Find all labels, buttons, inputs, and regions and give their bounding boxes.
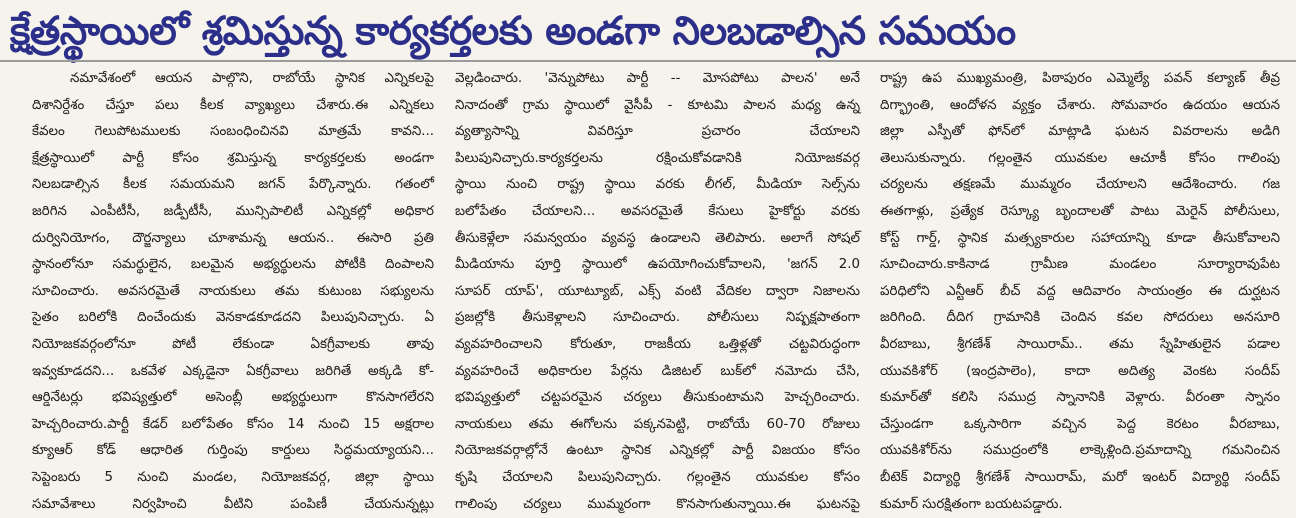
article-line: సూపర్ యాప్', యూట్యూబ్, ఎక్స్ వంటి వేదికల ద్వారా నిజాలను	[455, 279, 860, 306]
article-line: జరిగింది. దీదిగ గ్రామానికి చెందిన కవల సోదరులు అనసూరి	[880, 305, 1280, 332]
article-line: వ్యత్యాసాన్ని వివరిస్తూ ప్రచారం చేయాలని	[455, 119, 860, 146]
article-line: హెచ్చరించారు.పార్టీ కేడర్ బలోపేతం కోసం 14 నుంచి 15 అక్షరాల	[32, 412, 434, 439]
article-line: తీసుకెళ్లేలా సమన్వయం వ్యవస్థ ఉండాలని తెలిపారు. అలాగే సోషల్	[455, 226, 860, 253]
article-line: కుమార్ సురక్షితంగా బయటపడ్డారు.	[880, 492, 1280, 518]
article-line: కోస్ట్ గార్డ్, స్థానిక మత్స్యకారుల సహాయాన్ని కూడా తీసుకోవాలని	[880, 226, 1280, 253]
article-line: వ్యవహరించే అధికారుల పేర్లను డిజిటల్ బుక్‌లో నమోదు చేసి,	[455, 359, 860, 386]
article-line: స్థాయి నుంచి రాష్ట్ర స్థాయి వరకు లీగల్, మీడియా సెల్స్‌ను	[455, 172, 860, 199]
headline: క్షేత్రస్థాయిలో శ్రమిస్తున్న కార్యకర్తలకు అండగా నిలబడాల్సిన సమయం	[10, 6, 1288, 58]
article-line: పిలుపునిచ్చారు.కార్యకర్తలను రక్షించుకోవడానికి నియోజకవర్గ	[455, 146, 860, 173]
article-column-2	[455, 66, 860, 494]
article-column-3	[880, 66, 1280, 494]
article-line: సూచించారు.కాకినాడ గ్రామీణ మండలం సూర్యారావుపేట	[880, 252, 1280, 279]
article-line: వ్యవహరించాలని కోరుతూ, రాజకీయ ఒత్తిళ్లతో చట్టవిరుద్ధంగా	[455, 332, 860, 359]
article-line: దుర్వినియోగం, దౌర్జన్యాలు చూశామన్న ఆయన.. ఈసారి ప్రతి	[32, 226, 434, 253]
article-line: దిగ్భ్రాంతి, ఆందోళన వ్యక్తం చేశారు. సోమవారం ఉదయం ఆయన	[880, 93, 1280, 120]
article-line: జరిగిన ఎంపీటీసీ, జడ్పీటీసీ, మున్సిపాలిటీ ఎన్నికల్లో అధికార	[32, 199, 434, 226]
article-column-1	[32, 66, 434, 494]
article-line: నియోజకవర్గంలోనూ పోటీ లేకుండా ఏకగ్రీవాలకు తావు	[32, 332, 434, 359]
article-line: రాష్ట్ర ఉప ముఖ్యమంత్రి, పిఠాపురం ఎమ్మెల్యే పవన్ కల్యాణ్ తీవ్ర	[880, 66, 1280, 93]
article-line: సమావేశాలు నిర్వహించి వీటిని పంపిణీ చేయనున్నట్లు	[32, 492, 434, 518]
article-line: బీటెక్ విద్యార్థి శ్రీగణేశ్ సాయిరామ్, మరో ఇంటర్ విద్యార్థి సందీప్	[880, 465, 1280, 492]
article-line: వీరబాబు, శ్రీగణేశ్ సాయిరామ్.. తమ స్నేహితులైన పడాల	[880, 332, 1280, 359]
article-line: నమావేశంలో ఆయన పాల్గొని, రాబోయే స్థానిక ఎన్నికలపై	[32, 66, 434, 93]
article-line: మీడియాను పూర్తి స్థాయిలో ఉపయోగించుకోవాలని, 'జగన్ 2.0	[455, 252, 860, 279]
article-line: నిలబడాల్సిన కీలక సమయమని జగన్ పేర్కొన్నారు. గతంలో	[32, 172, 434, 199]
article-line: దిశానిర్దేశం చేస్తూ పలు కీలక వ్యాఖ్యలు చేశారు.ఈ ఎన్నికలు	[32, 93, 434, 120]
article-line: భవిష్యత్తులో చట్టపరమైన చర్యలు తీసుకుంటామని హెచ్చరించారు.	[455, 385, 860, 412]
article-line: ఈతగాళ్లు, ప్రత్యేక రెస్క్యూ బృందాలతో పాటు మెరైన్ పోలీసులు,	[880, 199, 1280, 226]
article-line: తెలుసుకున్నారు. గల్లంతైన యువకుల ఆచూకీ కోసం గాలింపు	[880, 146, 1280, 173]
article-line: బలోపేతం చేయాలని... అవసరమైతే కేసులు హైకోర్టు వరకు	[455, 199, 860, 226]
article-line: ఇవ్వకూడదని... ఒకవేళ ఎక్కడైనా ఏకగ్రీవాలు జరిగితే అక్కడి కో-	[32, 359, 434, 386]
article-line: క్యూఆర్ కోడ్ ఆధారిత గుర్తింపు కార్డులు సిద్ధమయ్యాయని...	[32, 438, 434, 465]
article-line: కేవలం గెలుపోటములకు సంబంధించినవి మాత్రమే కావని...	[32, 119, 434, 146]
article-line: వెల్లడించారు. 'వెన్నుపోటు పార్టీ -- మోసపోటు పాలన' అనే	[455, 66, 860, 93]
headline-divider	[0, 60, 1296, 62]
article-line: సూచించారు. అవసరమైతే నాయకులు తమ కుటుంబ సభ్యులను	[32, 279, 434, 306]
article-line: ఆర్డినేటర్లు భవిష్యత్తులో అసెంబ్లీ అభ్యర్థులుగా కొనసాగలేరని	[32, 385, 434, 412]
article-line: పరిధిలోని ఎన్టీఆర్ బీచ్ వద్ద ఆదివారం సాయంత్రం ఈ దుర్ఘటన	[880, 279, 1280, 306]
article-line: యువకిశోర్‌ను సముద్రంలోకి లాక్కెళ్లింది.ప్రమాదాన్ని గమనించిన	[880, 438, 1280, 465]
article-line: సైతం బరిలోకి దించేందుకు వెనకాడకూడదని పిలుపునిచ్చారు. ఏ	[32, 305, 434, 332]
article-line: జిల్లా ఎస్పీతో ఫోన్‌లో మాట్లాడి ఘటన వివరాలను అడిగి	[880, 119, 1280, 146]
article-line: నినాదంతో గ్రామ స్థాయిలో వైసీపీ - కూటమి పాలన మధ్య ఉన్న	[455, 93, 860, 120]
article-line: సెప్టెంబరు 5 నుంచి మండల, నియోజకవర్గ, జిల్లా స్థాయి	[32, 465, 434, 492]
article-line: గాలింపు చర్యలు ముమ్మరంగా కొనసాగుతున్నాయి.ఈ ఘటనపై	[455, 492, 860, 518]
article-line: ప్రజల్లోకి తీసుకెళ్లాలని సూచించారు. పోలీసులు నిష్పక్షపాతంగా	[455, 305, 860, 332]
article-line: స్థానంలోనూ సమర్థులైన, బలమైన అభ్యర్థులను పోటీకి దింపాలని	[32, 252, 434, 279]
article-line: చేస్తుండగా ఒక్కసారిగా వచ్చిన పెద్ద కెరటం వీరబాబు,	[880, 412, 1280, 439]
article-line: క్షేత్రస్థాయిలో పార్టీ కోసం శ్రమిస్తున్న కార్యకర్తలకు అండగా	[32, 146, 434, 173]
article-line: నియోజకవర్గాల్లోనే ఉంటూ స్థానిక ఎన్నికల్లో పార్టీ విజయం కోసం	[455, 438, 860, 465]
article-line: యువకిశోర్ (ఇంద్రపాలెం), కాదా అదిత్య వెంకట సందీప్	[880, 359, 1280, 386]
article-line: కుమార్‌తో కలిసి సముద్ర స్నానానికి వెళ్లారు. వీరంతా స్నానం	[880, 385, 1280, 412]
article-line: నాయకులు తమ ఈగోలను పక్కనపెట్టి, రాబోయే 60-70 రోజులు	[455, 412, 860, 439]
article-line: కృషి చేయాలని పిలుపునిచ్చారు. గల్లంతైన యువకుల కోసం	[455, 465, 860, 492]
article-line: చర్యలను తక్షణమే ముమ్మరం చేయాలని ఆదేశించారు. గజ	[880, 172, 1280, 199]
